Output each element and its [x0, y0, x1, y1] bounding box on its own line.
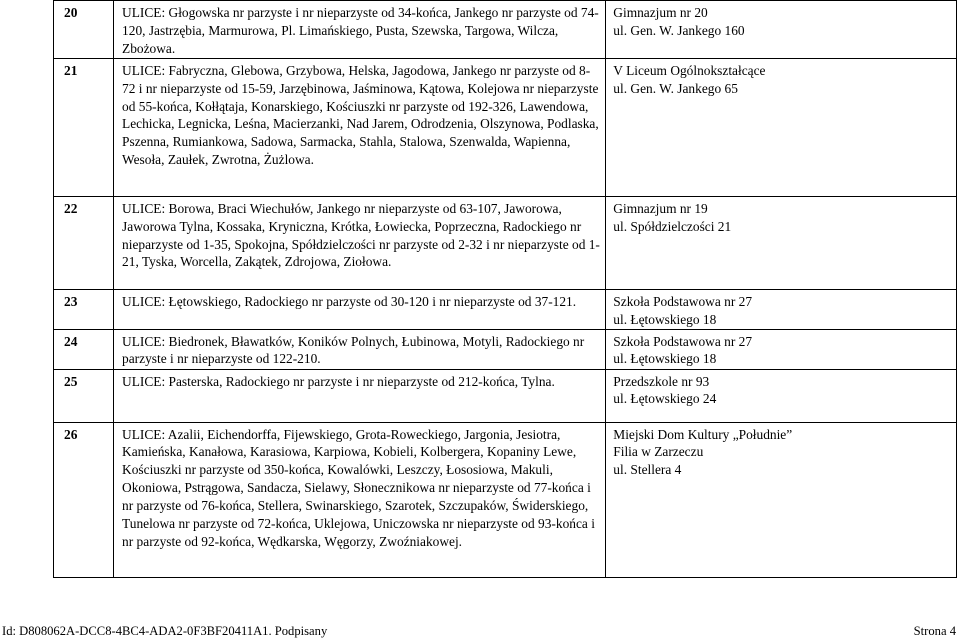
school-cell — [606, 422, 957, 577]
school-cell — [606, 58, 957, 196]
table-row — [54, 369, 957, 422]
school-address: ul. Gen. W. Jankego 160 — [613, 22, 745, 38]
street-list: ULICE: Azalii, Eichendorffa, Fijewskiego, Grota-Roweckiego, Jargonia, Jesiotra, Kamieńska, Kanałowa, Karasiowa, Karpiowa, Kobieli, Kolbergera, Kopaniny Lewe, Kościuszki nr parzyste od 350-końca, Kowalówki, Leszczy, Łososiowa, Makuli, Okoniowa, Pstrągowa, Sandacza, Sielawy, Słonecznikowa nr nieparzyste od 77-końca i nr parzyste od 76-końca, Stellera, Swinarskiego, Szarotek, Szczupaków, Świderskiego, Tunelowa nr parzyste od 72-końca, Uklejowa, Uniczowska nr nieparzyste od 93-końca i nr parzyste od 92-końca, Wędkarska, Węgorzy, Zwoźniakowej. — [114, 422, 606, 577]
street-list: ULICE: Biedronek, Bławatków, Koników Polnych, Łubinowa, Motyli, Radockiego nr parzyste i nr nieparzyste od 122-210. — [114, 329, 606, 369]
school-cell — [606, 369, 957, 422]
district-number: 24 — [54, 329, 114, 369]
school-name: Szkoła Podstawowa nr 27 — [613, 333, 753, 349]
district-number: 21 — [54, 58, 114, 196]
street-list: ULICE: Borowa, Braci Wiechułów, Jankego nr nieparzyste od 63-107, Jaworowa, Jaworowa Tylna, Kossaka, Kryniczna, Krótka, Łowiecka, Poprzeczna, Radockiego nr nieparzyste od 1-35, Spokojna, Spółdzielczości nr parzyste od 2-32 i nr nieparzyste od 1-21, Tyska, Worcella, Zakątek, Zdrojowa, Ziołowa. — [114, 196, 606, 289]
district-number: 22 — [54, 196, 114, 289]
street-list: ULICE: Fabryczna, Glebowa, Grzybowa, Helska, Jagodowa, Jankego nr parzyste od 8-72 i nr nieparzyste od 15-59, Jarzębinowa, Jaśminowa, Kątowa, Kolejowa nr nieparzyste od 55-końca, Kołłątaja, Konarskiego, Kościuszki nr parzyste od 192-326, Lawendowa, Lechicka, Legnicka, Leśna, Macierzanki, Nad Jarem, Odrodzenia, Olszynowa, Podlaska, Pszenna, Rumiankowa, Sadowa, Sarmacka, Stahla, Stalowa, Szenwalda, Wapienna, Wesoła, Zaułek, Zwrotna, Żużlowa. — [114, 58, 606, 196]
school-address: ul. Łętowskiego 18 — [613, 311, 717, 327]
school-name: Przedszkole nr 93 — [613, 373, 710, 389]
district-number: 26 — [54, 422, 114, 577]
table-row — [54, 58, 957, 196]
school-address: ul. Spółdzielczości 21 — [613, 218, 732, 234]
school-address: ul. Stellera 4 — [613, 462, 682, 478]
street-list: ULICE: Pasterska, Radockiego nr parzyste i nr nieparzyste od 212-końca, Tylna. — [114, 369, 606, 422]
school-address: ul. Łętowskiego 18 — [613, 351, 717, 367]
document-id-footer: Id: D808062A-DCC8-4BC4-ADA2-0F3BF20411A1. Podpisany — [2, 624, 328, 638]
school-name: Miejski Dom Kultury „Południe” — [613, 426, 793, 442]
districts-table — [53, 0, 957, 578]
school-name: V Liceum Ogólnokształcące — [613, 62, 766, 78]
table-row — [54, 289, 957, 329]
school-cell — [606, 1, 957, 59]
school-address: ul. Gen. W. Jankego 65 — [613, 80, 738, 96]
school-cell — [606, 329, 957, 369]
table-row — [54, 422, 957, 577]
page-number-footer: Strona 4 — [913, 624, 956, 638]
table-row — [54, 1, 957, 59]
street-list: ULICE: Łętowskiego, Radockiego nr parzyste od 30-120 i nr nieparzyste od 37-121. — [114, 289, 606, 329]
school-name: Gimnazjum nr 20 — [613, 5, 708, 20]
school-address: ul. Łętowskiego 24 — [613, 391, 717, 407]
school-branch: Filia w Zarzeczu — [613, 444, 704, 460]
school-cell — [606, 289, 957, 329]
district-number: 20 — [54, 1, 114, 59]
school-name: Gimnazjum nr 19 — [613, 200, 708, 216]
district-number: 23 — [54, 289, 114, 329]
street-list: ULICE: Głogowska nr parzyste i nr nieparzyste od 34-końca, Jankego nr parzyste od 74-120, Jastrzębia, Marmurowa, Pl. Limańskiego, Pusta, Szewska, Targowa, Wilcza, Zbożowa. — [114, 1, 606, 59]
district-number: 25 — [54, 369, 114, 422]
table-row — [54, 196, 957, 289]
table-row — [54, 329, 957, 369]
school-name: Szkoła Podstawowa nr 27 — [613, 293, 753, 309]
school-cell — [606, 196, 957, 289]
